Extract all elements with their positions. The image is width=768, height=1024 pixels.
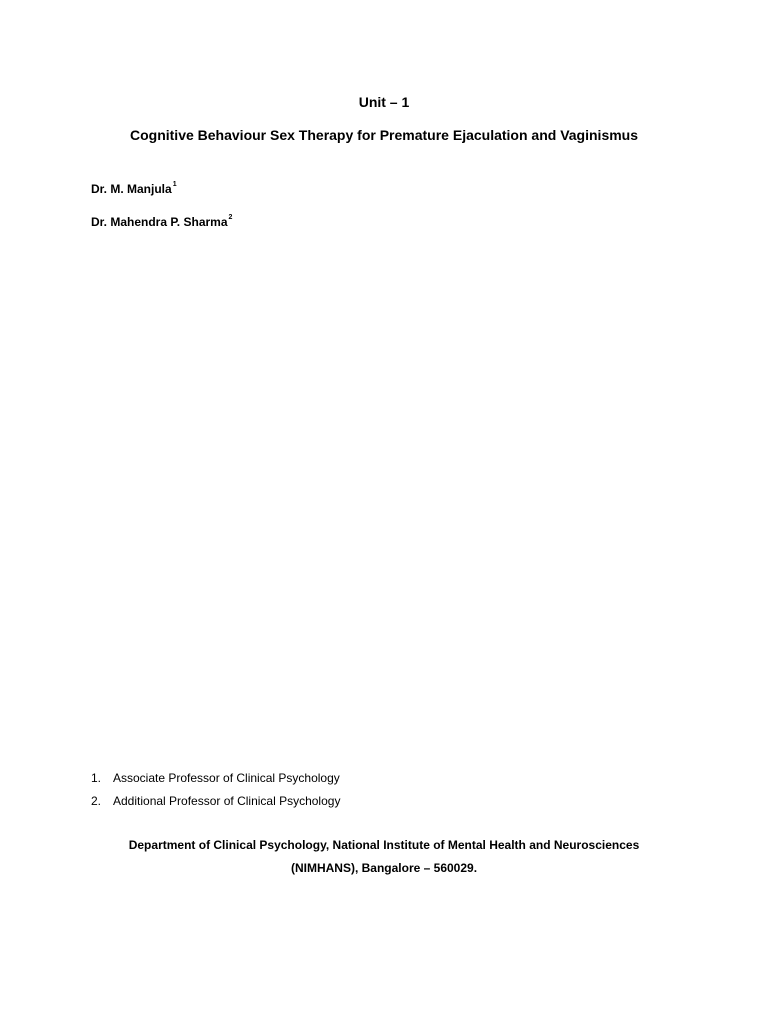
author-2 [91,215,232,229]
author-1 [91,182,177,196]
footnote-2 [91,794,340,808]
affiliation-line-2: (NIMHANS), Bangalore – 560029. [290,861,478,875]
footnote-1-text: Associate Professor of Clinical Psychology [113,771,340,785]
footnote-2-number: 2. [91,794,102,808]
author-2-name: Dr. Mahendra P. Sharma [91,215,228,229]
author-1-name: Dr. M. Manjula [91,182,172,196]
footnote-2-text: Additional Professor of Clinical Psychology [113,794,341,808]
footnote-1 [91,771,340,785]
document-title: Cognitive Behaviour Sex Therapy for Premature Ejaculation and Vaginismus [129,127,639,143]
affiliation-line-1: Department of Clinical Psychology, National Institute of Mental Health and Neurosciences [128,838,640,852]
author-2-superscript: 2 [228,214,233,221]
author-1-superscript: 1 [172,181,177,188]
footnote-1-number: 1. [91,771,102,785]
unit-heading: Unit – 1 [358,94,410,110]
